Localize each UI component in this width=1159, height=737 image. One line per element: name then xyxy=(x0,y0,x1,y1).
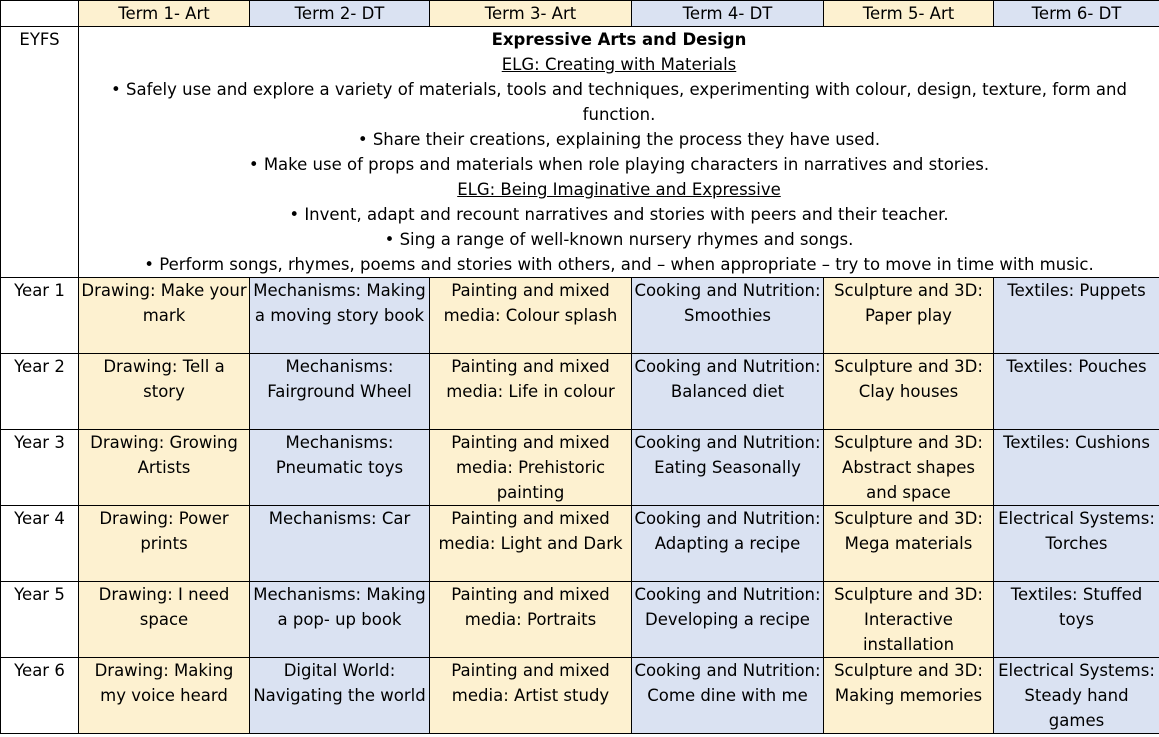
term-header: Term 2- DT xyxy=(250,1,430,27)
unit-cell: Sculpture and 3D: Making memories xyxy=(824,658,994,734)
elg-bullet: • Safely use and explore a variety of materials, tools and techniques, experimenting with colour, design, texture, form and function. xyxy=(111,80,1127,124)
unit-cell: Textiles: Pouches xyxy=(994,354,1159,430)
unit-cell: Textiles: Stuffed toys xyxy=(994,582,1159,658)
unit-cell: Painting and mixed media: Colour splash xyxy=(430,278,632,354)
year-row xyxy=(1,506,1159,582)
unit-cell: Painting and mixed media: Artist study xyxy=(430,658,632,734)
unit-cell: Cooking and Nutrition: Eating Seasonally xyxy=(632,430,824,506)
unit-cell: Cooking and Nutrition: Developing a recipe xyxy=(632,582,824,658)
row-label: EYFS xyxy=(1,27,79,278)
unit-cell: Drawing: I need space xyxy=(79,582,250,658)
elg-bullet: • Invent, adapt and recount narratives and stories with peers and their teacher. xyxy=(289,205,949,224)
unit-cell: Mechanisms: Car xyxy=(250,506,430,582)
unit-cell: Cooking and Nutrition: Smoothies xyxy=(632,278,824,354)
unit-cell: Drawing: Tell a story xyxy=(79,354,250,430)
year-row xyxy=(1,582,1159,658)
unit-cell: Sculpture and 3D: Abstract shapes and space xyxy=(824,430,994,506)
elg-bullet: • Sing a range of well-known nursery rhymes and songs. xyxy=(384,230,854,249)
unit-cell: Drawing: Making my voice heard xyxy=(79,658,250,734)
unit-cell: Sculpture and 3D: Paper play xyxy=(824,278,994,354)
term-header: Term 3- Art xyxy=(430,1,632,27)
unit-cell: Textiles: Cushions xyxy=(994,430,1159,506)
year-row xyxy=(1,278,1159,354)
term-header: Term 5- Art xyxy=(824,1,994,27)
unit-cell: Textiles: Puppets xyxy=(994,278,1159,354)
unit-cell: Painting and mixed media: Prehistoric painting xyxy=(430,430,632,506)
eyfs-content xyxy=(79,27,1159,278)
unit-cell: Electrical Systems: Torches xyxy=(994,506,1159,582)
unit-cell: Sculpture and 3D: Clay houses xyxy=(824,354,994,430)
year-row xyxy=(1,354,1159,430)
unit-cell: Mechanisms: Pneumatic toys xyxy=(250,430,430,506)
unit-cell: Drawing: Power prints xyxy=(79,506,250,582)
unit-cell: Mechanisms: Fairground Wheel xyxy=(250,354,430,430)
unit-cell: Sculpture and 3D: Mega materials xyxy=(824,506,994,582)
corner-cell xyxy=(1,1,79,27)
elg-bullet: • Make use of props and materials when role playing characters in narratives and stories. xyxy=(248,155,990,174)
eyfs-row xyxy=(1,27,1159,278)
elg-heading: ELG: Creating with Materials xyxy=(501,55,737,74)
elg-bullet: • Share their creations, explaining the process they have used. xyxy=(357,130,881,149)
unit-cell: Cooking and Nutrition: Adapting a recipe xyxy=(632,506,824,582)
header-row xyxy=(1,1,1159,27)
row-label: Year 1 xyxy=(1,278,79,354)
term-header: Term 4- DT xyxy=(632,1,824,27)
row-label: Year 4 xyxy=(1,506,79,582)
row-label: Year 2 xyxy=(1,354,79,430)
elg-bullet: • Perform songs, rhymes, poems and stories with others, and – when appropriate – try to move in time with music. xyxy=(144,255,1094,274)
unit-cell: Painting and mixed media: Life in colour xyxy=(430,354,632,430)
unit-cell: Painting and mixed media: Portraits xyxy=(430,582,632,658)
year-row xyxy=(1,658,1159,734)
unit-cell: Drawing: Make your mark xyxy=(79,278,250,354)
eyfs-title: Expressive Arts and Design xyxy=(491,30,747,49)
unit-cell: Digital World: Navigating the world xyxy=(250,658,430,734)
term-header: Term 1- Art xyxy=(79,1,250,27)
unit-cell: Electrical Systems: Steady hand games xyxy=(994,658,1159,734)
unit-cell: Drawing: Growing Artists xyxy=(79,430,250,506)
unit-cell: Painting and mixed media: Light and Dark xyxy=(430,506,632,582)
unit-cell: Cooking and Nutrition: Balanced diet xyxy=(632,354,824,430)
unit-cell: Cooking and Nutrition: Come dine with me xyxy=(632,658,824,734)
row-label: Year 5 xyxy=(1,582,79,658)
unit-cell: Mechanisms: Making a moving story book xyxy=(250,278,430,354)
elg-heading: ELG: Being Imaginative and Expressive xyxy=(457,180,781,199)
year-row xyxy=(1,430,1159,506)
row-label: Year 3 xyxy=(1,430,79,506)
unit-cell: Mechanisms: Making a pop- up book xyxy=(250,582,430,658)
term-header: Term 6- DT xyxy=(994,1,1159,27)
row-label: Year 6 xyxy=(1,658,79,734)
unit-cell: Sculpture and 3D: Interactive installation xyxy=(824,582,994,658)
